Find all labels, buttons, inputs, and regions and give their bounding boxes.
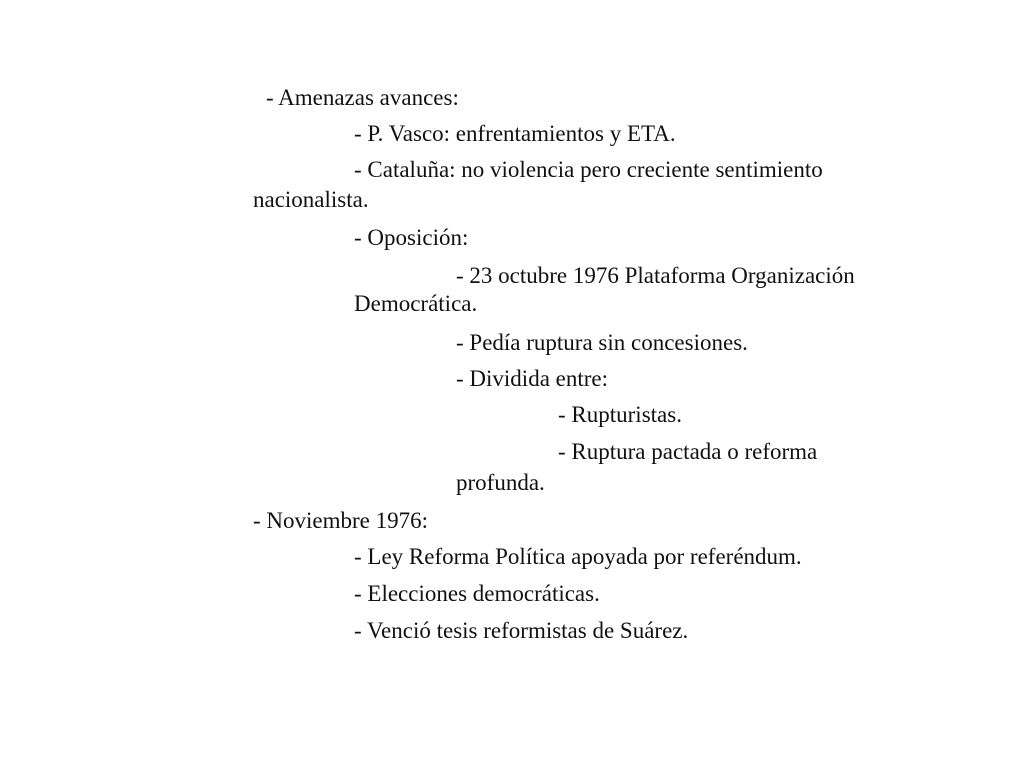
- outline-item-amenazas: - Amenazas avances:: [266, 85, 459, 110]
- outline-item-cataluna-cont: nacionalista.: [253, 187, 369, 212]
- outline-item-noviembre: - Noviembre 1976:: [253, 508, 429, 533]
- outline-item-ley-reforma: - Ley Reforma Política apoyada por referéndum.: [354, 544, 802, 569]
- outline-item-ruptura: - Pedía ruptura sin concesiones.: [456, 330, 748, 355]
- outline-item-elecciones: - Elecciones democráticas.: [354, 581, 600, 606]
- outline-item-plataforma: - 23 octubre 1976 Plataforma Organización: [456, 263, 855, 288]
- outline-item-pvasco: - P. Vasco: enfrentamientos y ETA.: [354, 121, 676, 146]
- outline-item-ruptura-pactada: - Ruptura pactada o reforma: [558, 439, 818, 464]
- outline-item-dividida: - Dividida entre:: [456, 366, 609, 391]
- outline-item-plataforma-cont: Democrática.: [354, 291, 478, 316]
- outline-item-vencio: - Venció tesis reformistas de Suárez.: [354, 618, 689, 643]
- outline-item-cataluna: - Cataluña: no violencia pero creciente sentimiento: [354, 157, 823, 182]
- outline-item-rupturistas: - Rupturistas.: [558, 402, 682, 427]
- outline-item-oposicion: - Oposición:: [354, 225, 469, 250]
- outline-item-ruptura-pactada-cont: profunda.: [456, 470, 545, 495]
